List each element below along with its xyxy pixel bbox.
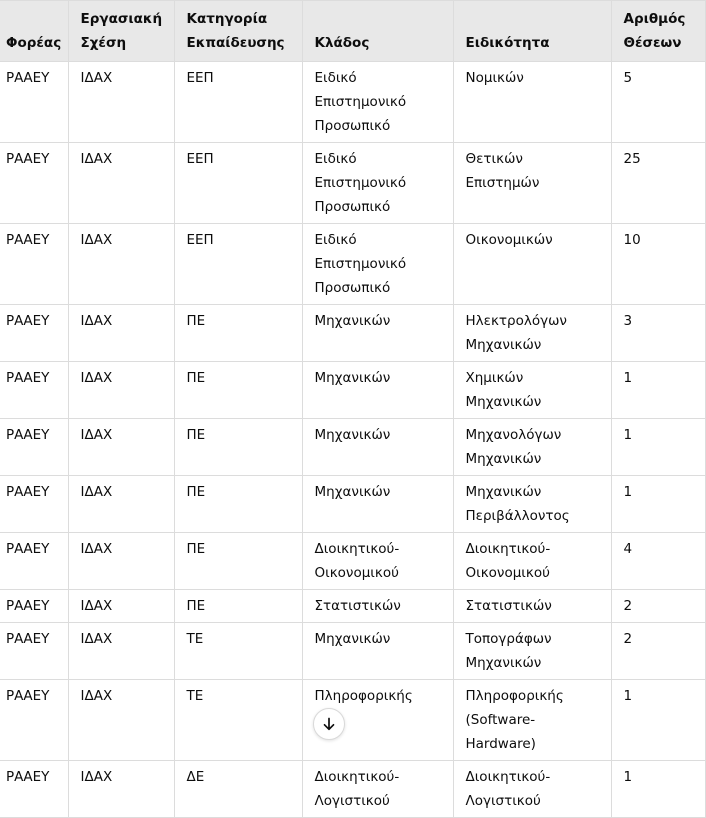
cell-foreas: ΡΑΑΕΥ (0, 761, 68, 818)
header-klados: Κλάδος (302, 1, 453, 62)
table-row (0, 224, 705, 305)
scroll-down-button[interactable] (313, 708, 345, 740)
cell-foreas: ΡΑΑΕΥ (0, 590, 68, 623)
cell-arithmos-theseon: 4 (611, 533, 705, 590)
cell-ergasiaki-sxesi: ΙΔΑΧ (68, 362, 174, 419)
cell-eidikotita: Διοικητικού-Λογιστικού (453, 761, 611, 818)
table-body (0, 62, 705, 818)
table-row (0, 590, 705, 623)
cell-foreas: ΡΑΑΕΥ (0, 419, 68, 476)
cell-katigoria: ΕΕΠ (174, 224, 302, 305)
cell-foreas: ΡΑΑΕΥ (0, 143, 68, 224)
cell-klados: Πληροφορικής (302, 680, 453, 761)
cell-ergasiaki-sxesi: ΙΔΑΧ (68, 419, 174, 476)
header-katigoria-ekpaidefsis: Κατηγορία Εκπαίδευσης (174, 1, 302, 62)
cell-klados: Ειδικό Επιστημονικό Προσωπικό (302, 143, 453, 224)
cell-eidikotita: Ηλεκτρολόγων Μηχανικών (453, 305, 611, 362)
cell-foreas: ΡΑΑΕΥ (0, 224, 68, 305)
cell-ergasiaki-sxesi: ΙΔΑΧ (68, 590, 174, 623)
cell-eidikotita: Διοικητικού-Οικονομικού (453, 533, 611, 590)
cell-klados: Διοικητικού-Λογιστικού (302, 761, 453, 818)
cell-arithmos-theseon: 1 (611, 476, 705, 533)
cell-arithmos-theseon: 5 (611, 62, 705, 143)
table-row (0, 143, 705, 224)
table-row (0, 761, 705, 818)
cell-katigoria: ΠΕ (174, 533, 302, 590)
table-row (0, 362, 705, 419)
header-row (0, 1, 705, 62)
cell-ergasiaki-sxesi: ΙΔΑΧ (68, 62, 174, 143)
cell-ergasiaki-sxesi: ΙΔΑΧ (68, 761, 174, 818)
cell-foreas: ΡΑΑΕΥ (0, 362, 68, 419)
cell-klados: Στατιστικών (302, 590, 453, 623)
cell-eidikotita: Τοπογράφων Μηχανικών (453, 623, 611, 680)
table-row (0, 476, 705, 533)
header-eidikotita: Ειδικότητα (453, 1, 611, 62)
header-arithmos-theseon: Αριθμός Θέσεων (611, 1, 705, 62)
cell-eidikotita: Νομικών (453, 62, 611, 143)
table-row (0, 623, 705, 680)
cell-foreas: ΡΑΑΕΥ (0, 305, 68, 362)
arrow-down-icon (321, 716, 337, 732)
cell-katigoria: ΠΕ (174, 305, 302, 362)
cell-klados: Μηχανικών (302, 419, 453, 476)
cell-arithmos-theseon: 10 (611, 224, 705, 305)
cell-katigoria: ΤΕ (174, 680, 302, 761)
positions-table (0, 1, 705, 818)
cell-katigoria: ΠΕ (174, 362, 302, 419)
cell-klados: Μηχανικών (302, 476, 453, 533)
cell-klados: Διοικητικού-Οικονομικού (302, 533, 453, 590)
cell-foreas: ΡΑΑΕΥ (0, 62, 68, 143)
cell-eidikotita: Χημικών Μηχανικών (453, 362, 611, 419)
cell-eidikotita: Πληροφορικής (Software-Hardware) (453, 680, 611, 761)
cell-eidikotita: Θετικών Επιστημών (453, 143, 611, 224)
table-row (0, 419, 705, 476)
header-foreas: Φορέας (0, 1, 68, 62)
cell-katigoria: ΠΕ (174, 590, 302, 623)
cell-eidikotita: Μηχανικών Περιβάλλοντος (453, 476, 611, 533)
cell-katigoria: ΠΕ (174, 419, 302, 476)
cell-katigoria: ΠΕ (174, 476, 302, 533)
cell-ergasiaki-sxesi: ΙΔΑΧ (68, 305, 174, 362)
cell-ergasiaki-sxesi: ΙΔΑΧ (68, 680, 174, 761)
cell-arithmos-theseon: 2 (611, 590, 705, 623)
cell-arithmos-theseon: 1 (611, 680, 705, 761)
cell-katigoria: ΕΕΠ (174, 62, 302, 143)
cell-klados: Μηχανικών (302, 305, 453, 362)
cell-foreas: ΡΑΑΕΥ (0, 680, 68, 761)
cell-arithmos-theseon: 1 (611, 761, 705, 818)
cell-katigoria: ΔΕ (174, 761, 302, 818)
cell-foreas: ΡΑΑΕΥ (0, 533, 68, 590)
cell-eidikotita: Μηχανολόγων Μηχανικών (453, 419, 611, 476)
cell-arithmos-theseon: 1 (611, 419, 705, 476)
cell-arithmos-theseon: 2 (611, 623, 705, 680)
cell-ergasiaki-sxesi: ΙΔΑΧ (68, 143, 174, 224)
header-ergasiaki-sxesi: Εργασιακή Σχέση (68, 1, 174, 62)
cell-katigoria: ΤΕ (174, 623, 302, 680)
cell-ergasiaki-sxesi: ΙΔΑΧ (68, 533, 174, 590)
cell-eidikotita: Οικονομικών (453, 224, 611, 305)
cell-ergasiaki-sxesi: ΙΔΑΧ (68, 623, 174, 680)
cell-foreas: ΡΑΑΕΥ (0, 476, 68, 533)
cell-arithmos-theseon: 3 (611, 305, 705, 362)
table-header (0, 1, 705, 62)
table-row (0, 62, 705, 143)
cell-arithmos-theseon: 1 (611, 362, 705, 419)
table-row (0, 305, 705, 362)
table-row (0, 533, 705, 590)
cell-eidikotita: Στατιστικών (453, 590, 611, 623)
cell-ergasiaki-sxesi: ΙΔΑΧ (68, 224, 174, 305)
cell-ergasiaki-sxesi: ΙΔΑΧ (68, 476, 174, 533)
cell-foreas: ΡΑΑΕΥ (0, 623, 68, 680)
cell-arithmos-theseon: 25 (611, 143, 705, 224)
cell-klados: Μηχανικών (302, 623, 453, 680)
cell-klados: Ειδικό Επιστημονικό Προσωπικό (302, 62, 453, 143)
cell-katigoria: ΕΕΠ (174, 143, 302, 224)
table-row (0, 680, 705, 761)
cell-klados: Μηχανικών (302, 362, 453, 419)
cell-klados: Ειδικό Επιστημονικό Προσωπικό (302, 224, 453, 305)
